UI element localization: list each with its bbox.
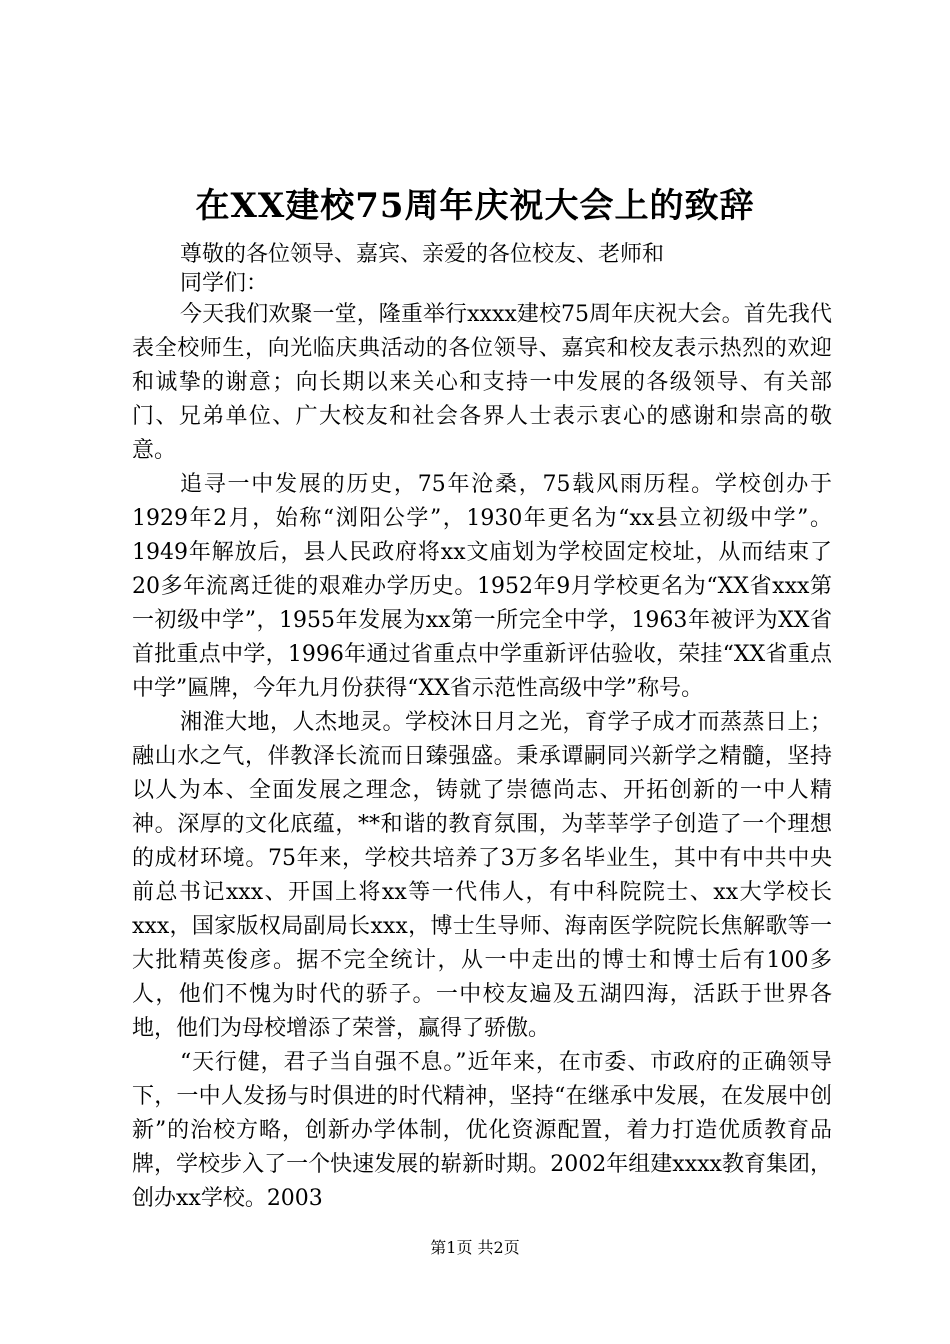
paragraph: 追寻一中发展的历史，75年沧桑，75载风雨历程。学校创办于1929年2月，始称“浏阳公学”，1930年更名为“xx县立初级中学”。1949年解放后，县人民政府将xx文庙划为学校固定校址，从而结束了20多年流离迁徙的艰难办学历史。1952年9月学校更名为“XX省xxx第一初级中学”，1955年发展为xx第一所完全中学，1963年被评为XX省首批重点中学，1996年通过省重点中学重新评估验收，荣挂“XX省重点中学”匾牌，今年九月份获得“XX省示范性高级中学”称号。 [132, 472, 832, 701]
salutation-line: 同学们： [180, 271, 269, 296]
paragraph: 今天我们欢聚一堂，隆重举行xxxx建校75周年庆祝大会。首先我代表全校师生，向光临庆典活动的各位领导、嘉宾和校友表示热烈的欢迎和诚挚的谢意；向长期以来关心和支持一中发展的各级领导、有关部门、兄弟单位、广大校友和社会各界人士表示衷心的感谢和崇高的敬意。 [132, 302, 832, 463]
paragraph: “天行健，君子当自强不息。”近年来，在市委、市政府的正确领导下，一中人发扬与时俱进的时代精神，坚持“在继承中发展，在发展中创新”的治校方略，创新办学体制，优化资源配置，着力打造优质教育品牌，学校步入了一个快速发展的崭新时期。2002年组建xxxx教育集团，创办xx学校。2003 [132, 1050, 832, 1211]
page-footer: 第1页 共2页 [430, 1238, 520, 1257]
document-title: 在XX建校75周年庆祝大会上的致辞 [195, 186, 755, 226]
salutation [180, 240, 780, 298]
document-body [132, 298, 832, 1216]
salutation-line: 尊敬的各位领导、嘉宾、亲爱的各位校友、老师和 [180, 242, 665, 267]
paragraph: 湘淮大地，人杰地灵。学校沐日月之光，育学子成才而蒸蒸日上；融山水之气，伴教泽长流而日臻强盛。秉承谭嗣同兴新学之精髓，坚持以人为本、全面发展之理念，铸就了崇德尚志、开拓创新的一中人精神。深厚的文化底蕴，**和谐的教育氛围，为莘莘学子创造了一个理想的成材环境。75年来，学校共培养了3万多名毕业生，其中有中共中央前总书记xxx、开国上将xx等一代伟人，有中科院院士、xx大学校长xxx，国家版权局副局长xxx，博士生导师、海南医学院院长焦解歌等一大批精英俊彦。据不完全统计，从一中走出的博士和博士后有100多人，他们不愧为时代的骄子。一中校友遍及五湖四海，活跃于世界各地，他们为母校增添了荣誉，赢得了骄傲。 [132, 710, 832, 1041]
